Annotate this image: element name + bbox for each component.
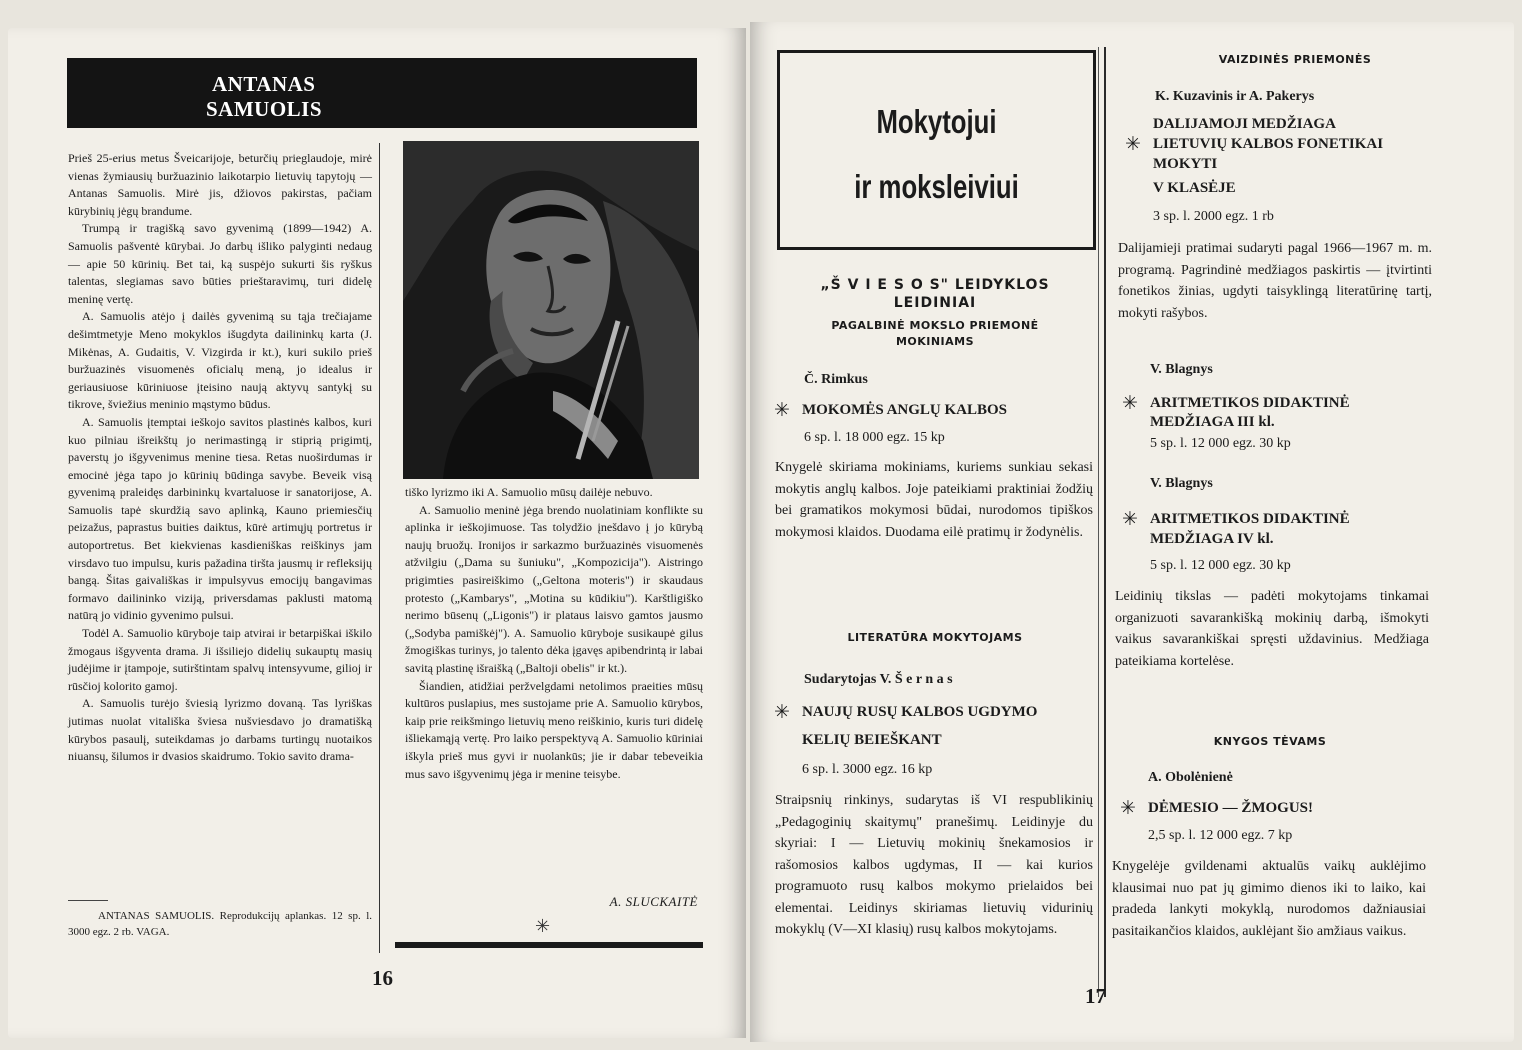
column-divider [1098, 47, 1099, 997]
book-editor: Sudarytojas V. Š e r n a s [804, 672, 953, 687]
page-number: 16 [372, 966, 393, 990]
book-title-line: V KLASĖJE [1153, 180, 1236, 196]
visual-aids-heading: VAIZDINĖS PRIEMONĖS [1218, 53, 1372, 66]
right-page [750, 22, 1514, 1042]
paragraph: A. Samuolis įtemptai ieškojo savitos plastinės kalbos, kuri kuo pilniau išreikštų jo nerimastingą ir stiprią prigimtį, paverstų jo išgyvenimus menine tiesa. Retas nuoširdumas ir emocinė jėga tapo jo kūrinių būdinga savybe. Beveik visą gyvenimą praleidęs darbininkų kvartaluose ir sanatorijose, A. Samuolis tapė skurdžią savo aplinką, Kauno priemiesčių peizažus, paprastus buities daiktus, kūrė artimųjų portretus ir autoportretus. Bet kiekvienas kasdieniškas reiškinys jam virsdavo tuo impulsu, kuris pažadina tiršta jausmų ir refleksijų bangą. Šitas gaivališkas ir impulsyvus emocijų bangavimas formavo dailininko viziją, priversdamas paklusti matomą natūrą jo vidinio gyvenimo pulsui. [68, 414, 372, 623]
paragraph: A. Samuolis atėjo į dailės gyvenimą su tąja trečiajame dešimtmetyje Meno mokyklos išugdyta dailininkų karta (J. Mikėnas, A. Gudaitis, V. Vizgirda ir kt.), kuri sukilo prieš buržuazinės visuomenės oficialų meną, jo idealus ir geriausiuose kūriniuose įteisino naują aktyvų santykį su tikrove, šviežius meninio mąstymo būdus. [68, 309, 372, 412]
article-column-middle [405, 484, 703, 783]
book-title-line: MEDŽIAGA IV kl. [1150, 531, 1274, 547]
book-title: ✳ MOKOMĖS ANGLŲ KALBOS [774, 399, 1008, 421]
aid-heading: PAGALBINĖ MOKSLO PRIEMONĖ MOKINIAMS [831, 319, 1039, 348]
book-description: Dalijamieji pratimai sudaryti pagal 1966—1967 m. m. programą. Pagrindinė medžiagos paskirtis — įtvirtinti fonetikos žinias, ugdyti taisyklingą literatūrinę tartį, mokyti rašybos. [1118, 241, 1432, 321]
asterisk-icon: ✳ [1120, 797, 1136, 819]
title-line-2: ir moksleiviui [854, 168, 1019, 205]
book-title-line: MOKYTI [1153, 156, 1218, 172]
column-divider [379, 143, 380, 953]
portrait-reproduction-image [403, 141, 699, 479]
title-line-2: SAMUOLIS [206, 97, 323, 121]
book-meta: 6 sp. l. 18 000 egz. 15 kp [804, 430, 945, 445]
title-line-1: ANTANAS [212, 72, 316, 96]
article-column-left [68, 150, 372, 766]
publisher-heading: „Š V I E S O S" LEIDYKLOS LEIDINIAI [820, 277, 1050, 311]
book-author: A. Obolėnienė [1148, 770, 1233, 785]
book-description: Knygelė skiriama mokiniams, kuriems sunkiau sekasi mokytis anglų kalbos. Joje pateikiami praktiniai žodžių bei gramatikos mokymosi būdai, nurodomos tipiškos mokymosi klaidos. Duodama eilė pratimų ir žodynėlis. [775, 460, 1093, 540]
book-description: Leidinių tikslas — padėti mokytojams tinkamai organizuoti savarankišką mokinių darbą, išmokyti vaikus savarankiškai spręsti uždavinius. Medžiaga pateikiama kortelėse. [1115, 589, 1429, 669]
paragraph: A. Samuolis turėjo šviesią lyrizmo dovaną. Tas lyriškas jutimas nuolat vitališka šviesa nušviesdavo jo dramatišką kūrybos pasaulį, suteikdamas jo darbams turtingų nuotaikos niuansų, šilumos ir dvasios skaidrumo. Tokio savito drama- [68, 696, 372, 764]
left-page [8, 28, 746, 1038]
book-meta: 6 sp. l. 3000 egz. 16 kp [802, 762, 933, 777]
parents-heading: KNYGOS TĖVAMS [1213, 735, 1327, 748]
book-title: ✳ DĖMESIO — ŽMOGUS! [1120, 797, 1314, 819]
asterisk-icon: ✳ [774, 701, 790, 723]
book-meta: 5 sp. l. 12 000 egz. 30 kp [1150, 558, 1291, 573]
paragraph: A. Samuolio meninė jėga brendo nuolatiniam konflikte su aplinka ir ieškojimuose. Tas tolydžio įnešdavo į jo kūrybą naujų bruožų. Ironijos ir sarkazmo buržuazinės visuomenės atžvilgiu („Dama su šuniuku", „Kompozicija"). Aistringo prigimties pasireiškimo („Geltona moteris") ir skaudaus protesto („Kambarys", „Motina su kūdikiu"). Karštligiško nerimo būsenų („Ligonis") ir plataus laisvo gamtos jausmo („Sodyba pamiškėj"). A. Samuolio kūryboje susikaupė gilus žmogiškas turinys, jo talento dėka įgavęs apibendrintą ir labai savitą plastinę išraišką („Baltoji obelis" ir kt.). [405, 502, 703, 675]
book-title: ✳ ARITMETIKOS DIDAKTINĖ [1122, 392, 1350, 414]
section-title-box [777, 50, 1096, 250]
book-author: V. Blagnys [1150, 476, 1213, 491]
book-description: Knygelėje gvildenami aktualūs vaikų auklėjimo klausimai nuo pat jų gimimo dienos iki to laiko, kai pradeda lankyti mokyklą, nurodomos dažniausiai pasitaikančios klaidos, auklėjant šio amžiaus vaikus. [1112, 859, 1426, 939]
book-title: ✳ ARITMETIKOS DIDAKTINĖ [1122, 508, 1350, 530]
asterisk-icon: ✳ [535, 916, 551, 937]
book-author: V. Blagnys [1150, 362, 1213, 377]
author-signature: A. SLUCKAITĖ [609, 894, 698, 909]
book-title-line: KELIŲ BEIEŠKANT [802, 732, 942, 748]
paragraph: Todėl A. Samuolio kūryboje taip atvirai ir betarpiškai iškilo žmogaus išgyventa drama. Ji išsiliejo didelių sukauptų masių judėjime ir įtampoje, sutirštintam spalvų intensyvume, gilioj ir rūsčioj kolorito gamoj. [68, 626, 372, 693]
book-title: ✳ LIETUVIŲ KALBOS FONETIKAI [1125, 133, 1384, 155]
paragraph: tiško lyrizmo iki A. Samuolio mūsų dailėje nebuvo. [405, 485, 653, 499]
column-divider [1104, 47, 1106, 997]
asterisk-icon: ✳ [1122, 508, 1138, 530]
asterisk-icon: ✳ [774, 399, 790, 421]
book-title-line: DALIJAMOJI MEDŽIAGA [1153, 116, 1336, 132]
paragraph: Prieš 25-erius metus Šveicarijoje, beturčių prieglaudoje, mirė vienas žymiausių buržuazinio laikotarpio lietuvių tapytojų — Antanas Samuolis. Mirė jis, džiovos pakirstas, pačiam kūrybinių jėgų brandume. [68, 151, 372, 218]
book-meta: 2,5 sp. l. 12 000 egz. 7 kp [1148, 828, 1293, 843]
book-title-line: MEDŽIAGA III kl. [1150, 414, 1275, 430]
asterisk-icon: ✳ [1122, 392, 1138, 414]
paragraph: Šiandien, atidžiai peržvelgdami netolimos praeities mūsų kultūros puslapius, mes sustojame prie A. Samuolio kūrybos, kaip prie reikšmingo lietuvių meno reiškinio, kuris turi didelę išliekamąją vertę. Pro laiko perspektyvą A. Samuolio kūriniai iškyla prieš mus gyvi ir nuolankūs; jie ir dabar tebeveikia mus savo išgyvenimų jėga ir menine teisybe. [405, 678, 703, 781]
book-caption: ANTANAS SAMUOLIS. Reprodukcijų aplankas. 12 sp. l. 3000 egz. 2 rb. VAGA. [68, 910, 372, 938]
paragraph: Trumpą ir tragišką savo gyvenimą (1899—1942) A. Samuolis pašventė kūrybai. Jo darbų išliko palyginti nedaug — apie 50 kūrinių. Bet tai, ką suspėjo sukurti šis ryškus talentas, slegiamas savo būties prieštaravimų, turi didelę meninę vertę. [68, 221, 372, 306]
asterisk-icon: ✳ [1125, 133, 1141, 155]
book-meta: 3 sp. l. 2000 egz. 1 rb [1153, 209, 1274, 224]
article-title-banner [67, 58, 697, 128]
section-rule [395, 942, 703, 948]
page-number: 17 [1085, 984, 1106, 1008]
book-description: Straipsnių rinkinys, sudarytas iš VI respublikinių „Pedagoginių skaitymų" pranešimų. Leidinyje du skyriai: I — Lietuvių mokinių šnekamosios ir rašomosios kalbos ugdymas, II — kai kurios programuoto rusų kalbos mokymo prielaidos bei elementai. Leidinys skiriamas lietuvių vidurinių mokyklų (V—XI klasių) rusų kalbos mokytojams. [775, 793, 1093, 937]
literature-heading: LITERATŪRA MOKYTOJAMS [847, 631, 1023, 644]
book-meta: 5 sp. l. 12 000 egz. 30 kp [1150, 436, 1291, 451]
book-author: Č. Rimkus [804, 372, 868, 387]
book-author: K. Kuzavinis ir A. Pakerys [1155, 89, 1315, 104]
title-line-1: Mokytojui [876, 103, 997, 140]
book-title: ✳ NAUJŲ RUSŲ KALBOS UGDYMO [774, 701, 1038, 723]
caption-rule [68, 900, 108, 901]
